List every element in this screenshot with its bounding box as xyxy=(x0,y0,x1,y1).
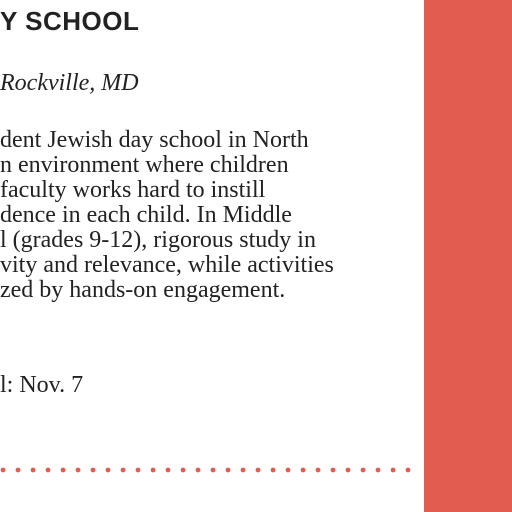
school-location: Rockville, MD xyxy=(0,70,139,96)
divider-dot xyxy=(151,468,156,473)
divider-dot xyxy=(76,468,81,473)
divider-dot xyxy=(136,468,141,473)
divider-dot xyxy=(361,468,366,473)
divider-dot xyxy=(196,468,201,473)
divider-dot xyxy=(346,468,351,473)
description-line: dent Jewish day school in North xyxy=(0,127,309,153)
divider-dot xyxy=(211,468,216,473)
divider-dot xyxy=(166,468,171,473)
divider-dot xyxy=(31,468,36,473)
description-line: zed by hands-on engagement. xyxy=(0,277,286,303)
description-line: faculty works hard to instill xyxy=(0,177,266,203)
divider-dot xyxy=(181,468,186,473)
description-line: dence in each child. In Middle xyxy=(0,202,292,228)
divider-dot xyxy=(226,468,231,473)
description-line: vity and relevance, while activities xyxy=(0,252,334,278)
school-description xyxy=(0,128,334,303)
divider-dot xyxy=(391,468,396,473)
divider-dot xyxy=(271,468,276,473)
accent-side-bar xyxy=(424,0,512,512)
divider-dot xyxy=(241,468,246,473)
divider-dot xyxy=(121,468,126,473)
divider-dot xyxy=(256,468,261,473)
divider-dot xyxy=(61,468,66,473)
divider-dot xyxy=(46,468,51,473)
divider-dot xyxy=(316,468,321,473)
divider-dot xyxy=(331,468,336,473)
divider-dot xyxy=(286,468,291,473)
divider-dot xyxy=(106,468,111,473)
divider-dot xyxy=(1,468,6,473)
divider-dot xyxy=(406,468,411,473)
open-house-date: l: Nov. 7 xyxy=(0,372,84,398)
divider-dot xyxy=(16,468,21,473)
description-line: l (grades 9-12), rigorous study in xyxy=(0,227,316,253)
divider-dot xyxy=(376,468,381,473)
dotted-divider xyxy=(0,460,415,480)
description-line: n environment where children xyxy=(0,152,289,178)
divider-dot xyxy=(301,468,306,473)
divider-dot xyxy=(91,468,96,473)
school-title: Y SCHOOL xyxy=(0,6,140,36)
